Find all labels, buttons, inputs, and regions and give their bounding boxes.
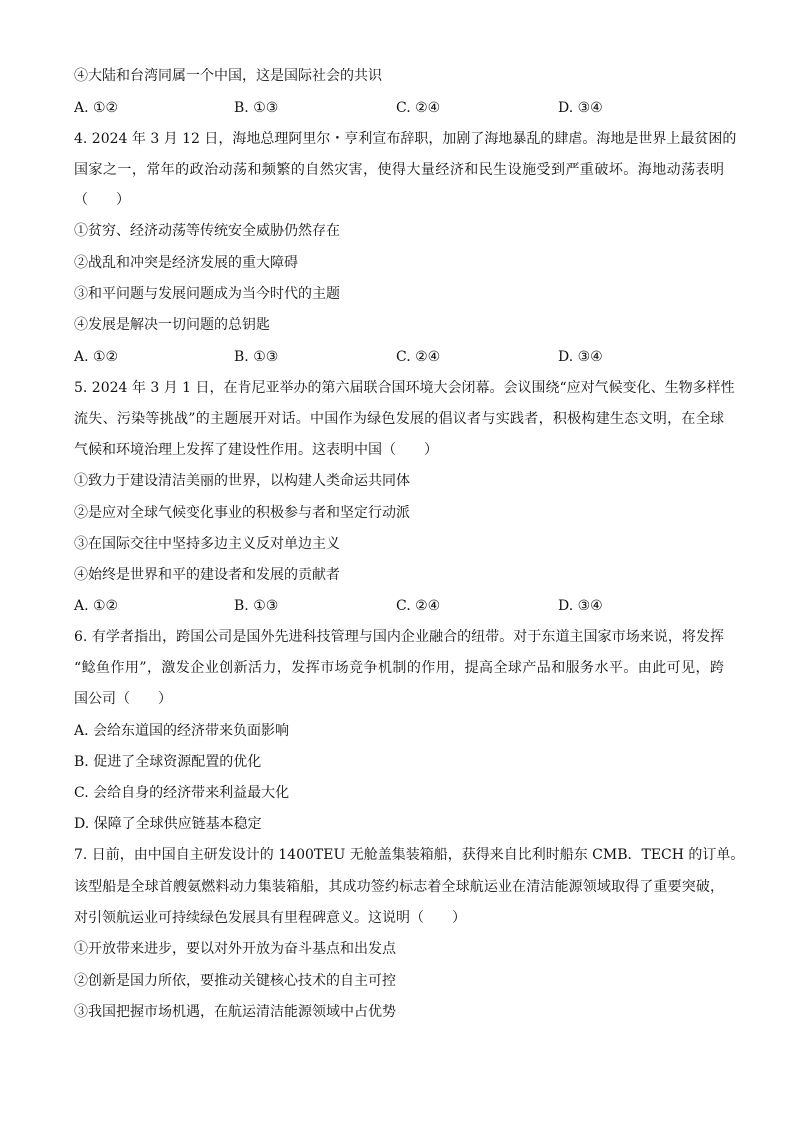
q6-stem-line-1: 6. 有学者指出，跨国公司是国外先进科技管理与国内企业融合的纽带。对于东道主国家市场来说，将发挥 bbox=[74, 629, 724, 645]
q7-item-1: ①开放带来进步，要以对外开放为奋斗基点和出发点 bbox=[74, 941, 396, 957]
q5-item-4: ④始终是世界和平的建设者和发展的贡献者 bbox=[74, 567, 340, 583]
q5-item-1: ①致力于建设清洁美丽的世界，以构建人类命运共同体 bbox=[74, 473, 410, 489]
q6-choice-a: A. 会给东道国的经济带来负面影响 bbox=[74, 723, 290, 739]
q3-options bbox=[74, 98, 694, 118]
q5-stem-line-1: 5. 2024 年 3 月 1 日，在肯尼亚举办的第六届联合国环境大会闭幕。会议围绕“应对气候变化、生物多样性 bbox=[74, 380, 735, 396]
q3-item-4: ④大陆和台湾同属一个中国，这是国际社会的共识 bbox=[74, 68, 382, 84]
q3-option-c: C. ②④ bbox=[396, 100, 441, 116]
q6-choice-c: C. 会给自身的经济带来利益最大化 bbox=[74, 785, 290, 801]
q4-options bbox=[74, 347, 694, 367]
q4-item-4: ④发展是解决一切问题的总钥匙 bbox=[74, 317, 270, 333]
q4-option-c: C. ②④ bbox=[396, 349, 441, 365]
q4-item-3: ③和平问题与发展问题成为当今时代的主题 bbox=[74, 286, 340, 302]
q5-option-d: D. ③④ bbox=[558, 598, 603, 614]
q4-item-2: ②战乱和冲突是经济发展的重大障碍 bbox=[74, 255, 298, 271]
q4-item-1: ①贫穷、经济动荡等传统安全威胁仍然存在 bbox=[74, 223, 340, 239]
q4-stem-line-3: （ ） bbox=[74, 192, 130, 208]
q6-choice-b: B. 促进了全球资源配置的优化 bbox=[74, 754, 262, 770]
q5-options bbox=[74, 596, 694, 616]
q6-stem-line-3: 国公司（ ） bbox=[74, 691, 172, 707]
q7-stem-line-1: 7. 日前，由中国自主研发设计的 1400TEU 无舱盖集装箱船，获得来自比利时船东 CMB．TECH 的订单。 bbox=[74, 847, 745, 863]
q7-item-3: ③我国把握市场机遇，在航运清洁能源领域中占优势 bbox=[74, 1004, 396, 1020]
q5-option-b: B. ①③ bbox=[234, 598, 279, 614]
q4-option-d: D. ③④ bbox=[558, 349, 603, 365]
q3-option-b: B. ①③ bbox=[234, 100, 279, 116]
q5-stem-line-2: 流失、污染等挑战”的主题展开对话。中国作为绿色发展的倡议者与实践者，积极构建生态文明，在全球 bbox=[74, 411, 724, 427]
q7-stem-line-2: 该型船是全球首艘氨燃料动力集装箱船，其成功签约标志着全球航运业在清洁能源领域取得了重要突破， bbox=[74, 879, 724, 895]
q4-option-b: B. ①③ bbox=[234, 349, 279, 365]
q6-stem-line-2: “鲶鱼作用”，激发企业创新活力，发挥市场竞争机制的作用，提高全球产品和服务水平。由此可见，跨 bbox=[74, 660, 724, 676]
q3-option-a: A. ①② bbox=[74, 100, 119, 116]
q3-option-d: D. ③④ bbox=[558, 100, 603, 116]
q4-stem-line-1: 4. 2024 年 3 月 12 日，海地总理阿里尔・亨利宣布辞职，加剧了海地暴乱的肆虐。海地是世界上最贫困的 bbox=[74, 131, 737, 147]
q5-option-c: C. ②④ bbox=[396, 598, 441, 614]
q5-item-2: ②是应对全球气候变化事业的积极参与者和坚定行动派 bbox=[74, 505, 410, 521]
q5-item-3: ③在国际交往中坚持多边主义反对单边主义 bbox=[74, 536, 340, 552]
q7-stem-line-3: 对引领航运业可持续绿色发展具有里程碑意义。这说明（ ） bbox=[74, 910, 466, 926]
q5-stem-line-3: 气候和环境治理上发挥了建设性作用。这表明中国（ ） bbox=[74, 442, 438, 458]
q4-option-a: A. ①② bbox=[74, 349, 119, 365]
q4-stem-line-2: 国家之一，常年的政治动荡和频繁的自然灾害，使得大量经济和民生设施受到严重破坏。海地动荡表明 bbox=[74, 162, 724, 178]
q5-option-a: A. ①② bbox=[74, 598, 119, 614]
q7-item-2: ②创新是国力所依，要推动关键核心技术的自主可控 bbox=[74, 973, 396, 989]
q6-choice-d: D. 保障了全球供应链基本稳定 bbox=[74, 816, 262, 832]
